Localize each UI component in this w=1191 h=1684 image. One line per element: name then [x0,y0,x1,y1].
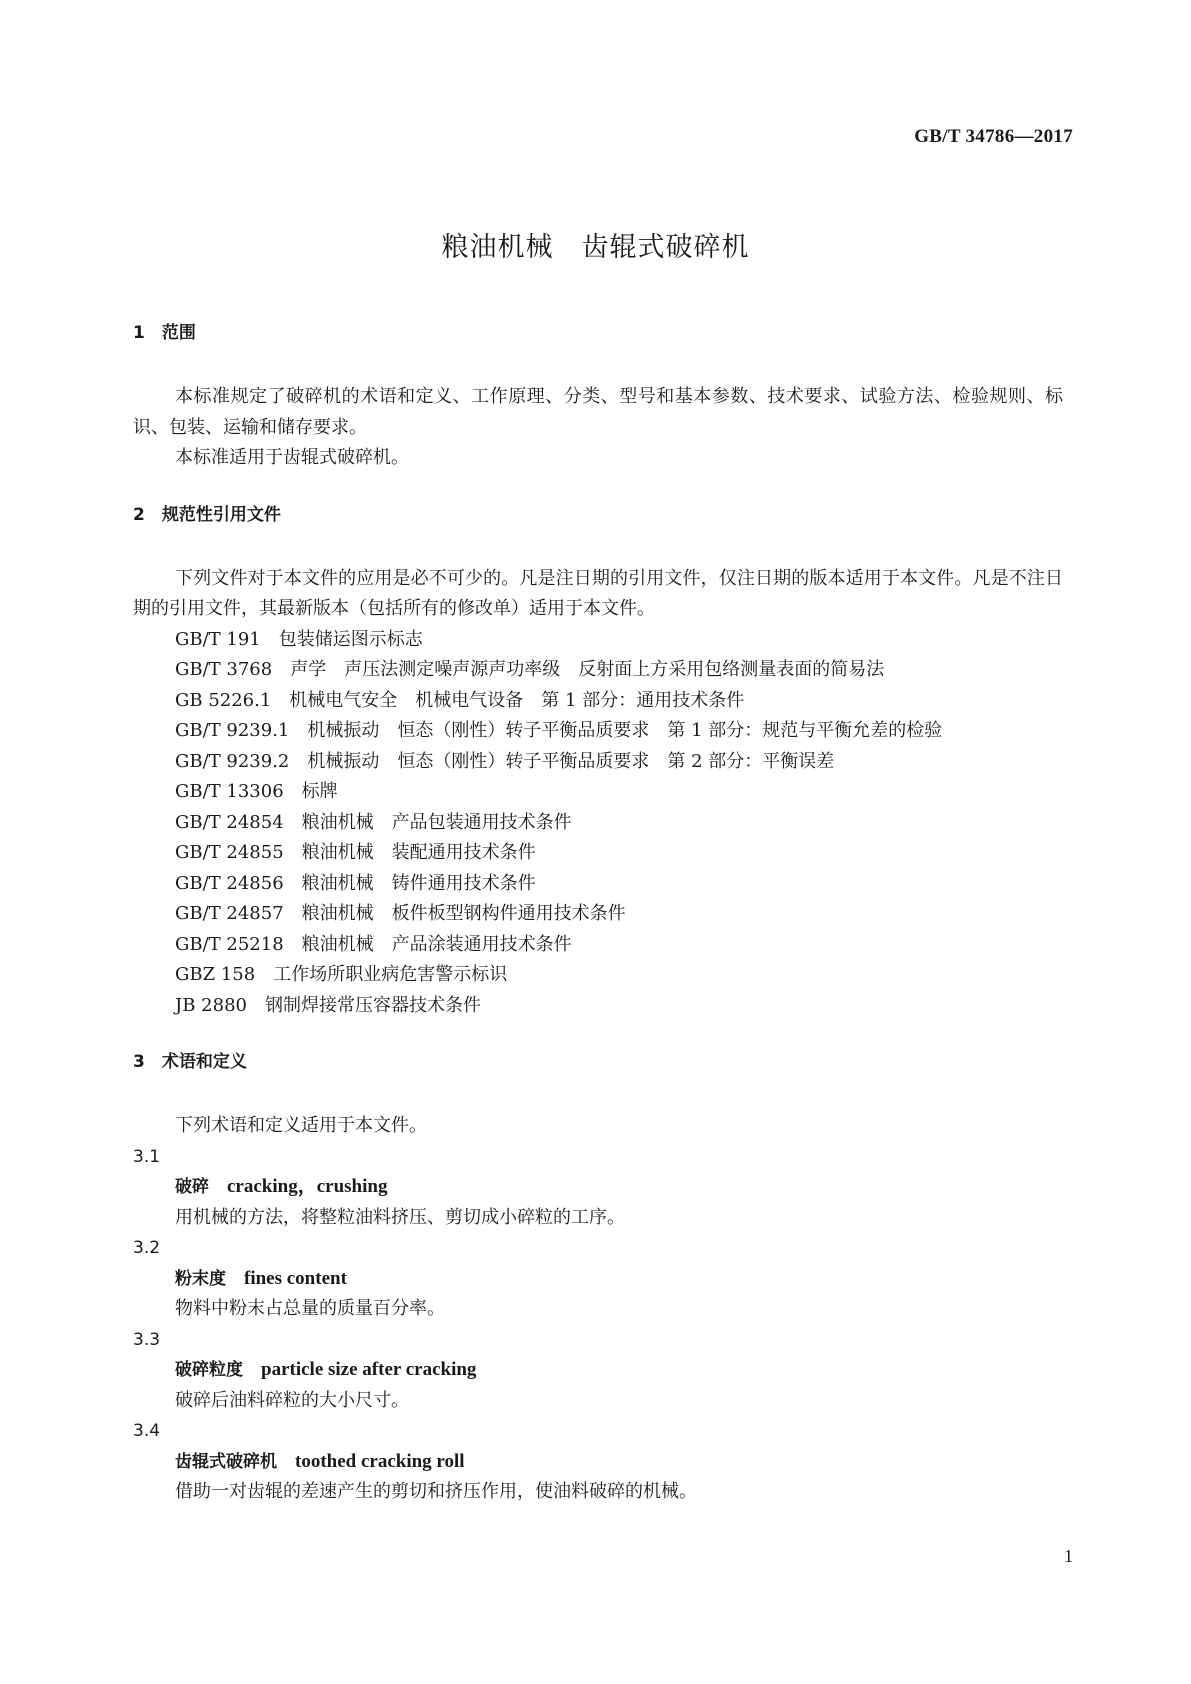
paragraph: 下列文件对于本文件的应用是必不可少的。凡是注日期的引用文件，仅注日期的版本适用于本文件。凡是不注日期的引用文件，其最新版本（包括所有的修改单）适用于本文件。 [133,567,1063,619]
reference-item: GB/T 9239.2 机械振动 恒态（刚性）转子平衡品质要求 第 2 部分：平衡误差 [175,750,835,772]
term-chinese: 破碎 [175,1177,209,1197]
section-scope [133,318,1063,474]
section-terms-and-definitions [133,1047,1063,1508]
term-chinese: 破碎粒度 [175,1360,243,1380]
term-english: particle size after cracking [261,1359,477,1380]
section-heading: 1 范围 [133,323,196,343]
standard-number: GB/T 34786—2017 [914,126,1073,147]
page-number: 1 [1064,1546,1073,1566]
term-chinese: 粉末度 [175,1268,226,1289]
reference-item: GB/T 3768 声学 声压法测定噪声源声功率级 反射面上方采用包络测量表面的简易法 [175,659,885,680]
paragraph: 下列术语和定义适用于本文件。 [175,1115,427,1136]
reference-item: GB/T 9239.1 机械振动 恒态（刚性）转子平衡品质要求 第 1 部分：规范与平衡允差的检验 [175,720,943,741]
term-name [133,1172,1063,1203]
reference-item: GBZ 158 工作场所职业病危害警示标识 [175,964,508,985]
reference-item: JB 2880 钢制焊接常压容器技术条件 [175,994,481,1016]
reference-item: GB 5226.1 机械电气安全 机械电气设备 第 1 部分：通用技术条件 [175,689,745,711]
term-entry [133,1325,1063,1417]
section-heading: 3 术语和定义 [133,1052,247,1072]
term-chinese: 齿辊式破碎机 [175,1451,277,1472]
document-body [133,318,1063,1508]
term-definition: 破碎后油料碎粒的大小尺寸。 [175,1389,409,1411]
paragraph: 本标准规定了破碎机的术语和定义、工作原理、分类、型号和基本参数、技术要求、试验方法、检验规则、标识、包装、运输和储存要求。 [133,386,1063,438]
term-name [133,1447,1063,1478]
reference-item: GB/T 13306 标牌 [175,781,338,802]
section-normative-references [133,500,1063,1022]
term-definition: 用机械的方法，将整粒油料挤压、剪切成小碎粒的工序。 [175,1206,625,1228]
term-english: fines content [244,1267,347,1289]
reference-item: GB/T 24857 粮油机械 板件板型钢构件通用技术条件 [175,903,626,924]
reference-item: GB/T 24854 粮油机械 产品包装通用技术条件 [175,811,572,833]
term-name [133,1264,1063,1295]
term-definition: 借助一对齿辊的差速产生的剪切和挤压作用，使油料破碎的机械。 [175,1481,697,1502]
term-definition: 物料中粉末占总量的质量百分率。 [175,1298,445,1319]
term-entry [133,1416,1063,1508]
term-entry [133,1142,1063,1234]
section-heading: 2 规范性引用文件 [133,504,281,525]
term-english: toothed cracking roll [295,1450,465,1472]
term-number: 3.4 [133,1421,161,1441]
term-english: cracking，crushing [227,1176,388,1197]
term-name [133,1355,1063,1386]
document-title: 粮油机械 齿辊式破碎机 [441,232,750,263]
reference-item: GB/T 24855 粮油机械 装配通用技术条件 [175,842,536,863]
term-number: 3.3 [133,1329,161,1350]
reference-item: GB/T 191 包装储运图示标志 [175,628,423,650]
reference-item: GB/T 25218 粮油机械 产品涂装通用技术条件 [175,933,572,955]
term-number: 3.2 [133,1238,161,1258]
paragraph: 本标准适用于齿辊式破碎机。 [175,447,409,468]
reference-list [133,625,1063,1022]
term-entry [133,1233,1063,1325]
term-number: 3.1 [133,1146,161,1167]
reference-item: GB/T 24856 粮油机械 铸件通用技术条件 [175,872,536,894]
